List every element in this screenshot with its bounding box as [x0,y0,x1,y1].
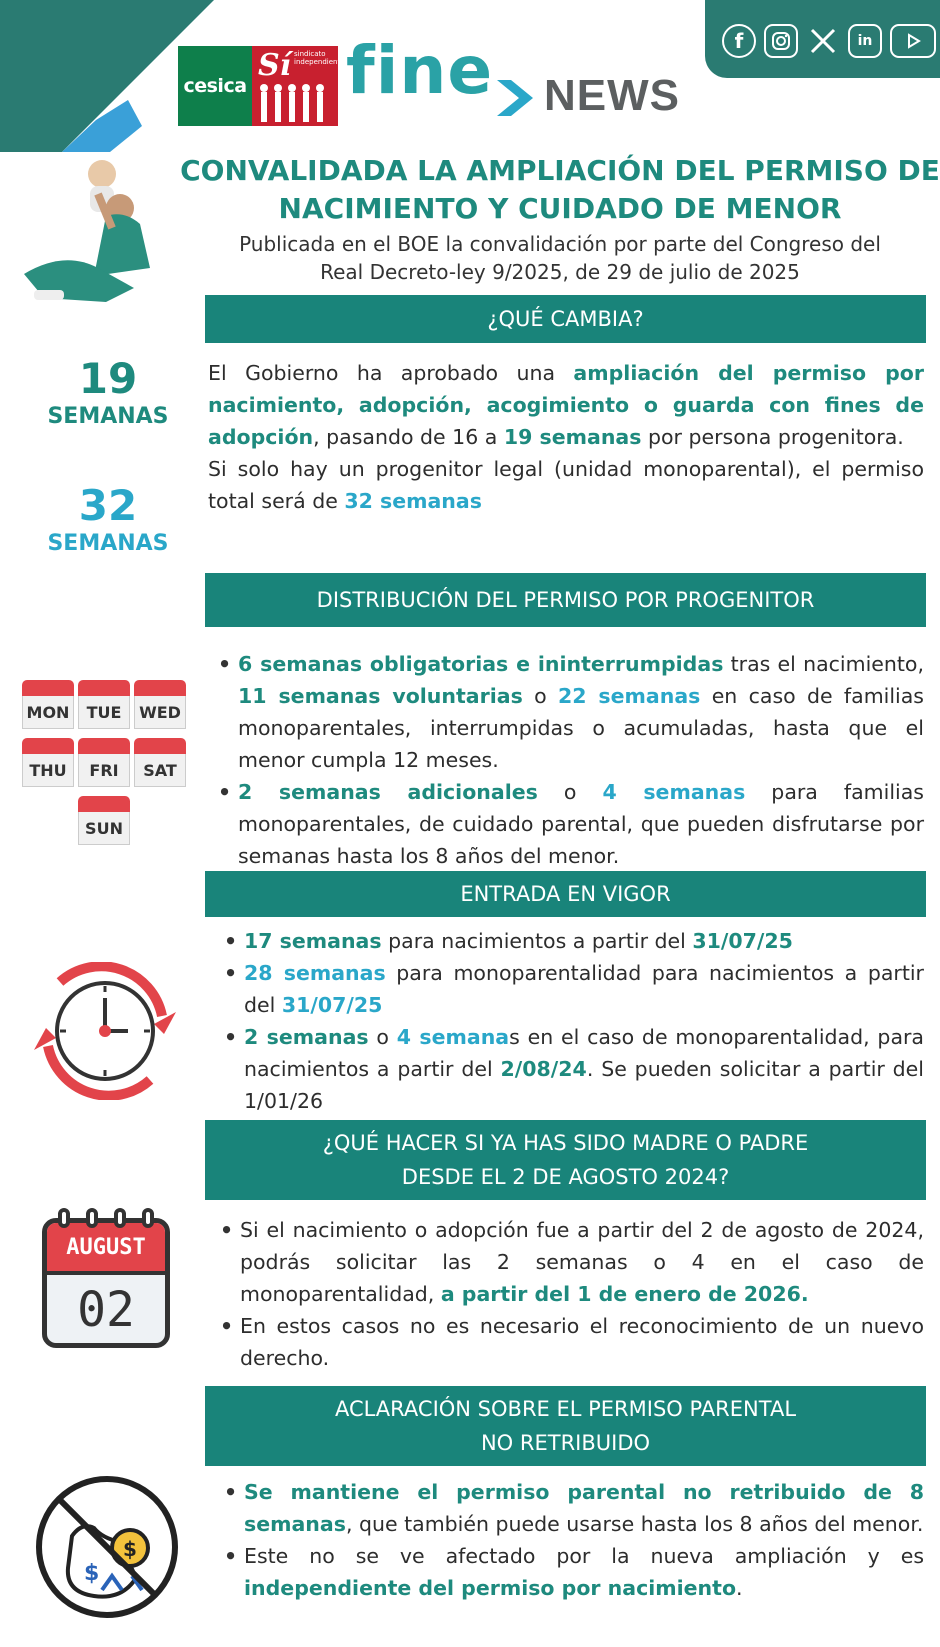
linkedin-icon[interactable]: in [848,24,882,58]
stat-32-number: 32 [78,481,138,530]
list-item: • 28 semanas para monoparentalidad para nacimientos a partir del 31/07/25 [244,957,924,1021]
x-icon[interactable] [806,24,840,58]
list-item: • 6 semanas obligatorias e ininterrumpidas tras el nacimiento, 11 semanas voluntarias o 22 semanas en caso de familias monoparentales, interrumpidas o acumuladas, hasta que el menor cumpla 12 meses. [238,648,924,776]
page-title: CONVALIDADA LA AMPLIACIÓN DEL PERMISO DE NACIMIENTO Y CUIDADO DE MENOR [180,154,940,225]
list-item: • Se mantiene el permiso parental no retribuido de 8 semanas, que también puede usarse hasta los 8 años del menor. [244,1476,924,1540]
list-item: • 2 semanas adicionales o 4 semanas para familias monoparentales, de cuidado parental, que pueden disfrutarse por semanas hasta los 8 años del menor. [238,776,924,872]
calendar-day-fri: FRI [78,738,130,786]
social-links-bar [705,0,940,78]
news-label: NEWS [544,71,680,120]
facebook-icon[interactable]: f [722,24,756,58]
que-hacer-list [214,1214,924,1374]
svg-text:$: $ [84,1561,100,1586]
august-02-calendar-icon: AUGUST 02 [42,1208,174,1352]
aclaracion-list [218,1476,924,1604]
calendar-day-mon: MON [22,680,74,728]
stat-19-number: 19 [78,354,138,403]
page-subtitle: Publicada en el BOE la convalidación por parte del Congreso del Real Decreto-ley 9/2025, de 29 de julio de 2025 [239,232,881,284]
clock-cycle-icon [30,962,180,1100]
si-logo: Sí sindicato independiente [252,46,338,126]
list-item: • En estos casos no es necesario el reconocimiento de un nuevo derecho. [240,1310,924,1374]
calendar-day-sat: SAT [134,738,186,786]
distribucion-list [212,648,924,872]
svg-text:$: $ [123,1537,137,1561]
list-item: • 2 semanas o 4 semanas en el caso de monoparentalidad, para nacimientos a partir del 2/08/24. Se pueden solicitar a partir del 1/01/26 [244,1021,924,1117]
calendar-day-thu: THU [22,738,74,786]
section-heading-entrada-en-vigor: ENTRADA EN VIGOR [205,871,926,917]
calendar-day-tue: TUE [78,680,130,728]
calendar-day-sun: SUN [78,796,130,844]
stat-32-label: SEMANAS [47,531,169,556]
entrada-en-vigor-list [218,925,924,1117]
cesica-logo: cesica [178,46,252,126]
que-cambia-paragraph-2: Si solo hay un progenitor legal (unidad monoparental), el permiso total será de 32 semanas [208,457,924,513]
arrow-icon [497,80,541,116]
youtube-icon[interactable] [890,24,936,58]
instagram-icon[interactable] [764,24,798,58]
calendar-day-wed: WED [134,680,186,728]
stat-19-label: SEMANAS [47,404,169,429]
no-money-icon [32,1472,182,1622]
que-cambia-body [208,357,924,517]
list-item: • Este no se ve afectado por la nueva ampliación y es independiente del permiso por nacimiento. [244,1540,924,1604]
section-heading-aclaracion: ACLARACIÓN SOBRE EL PERMISO PARENTAL NO RETRIBUIDO [205,1386,926,1466]
que-cambia-paragraph-1: El Gobierno ha aprobado una ampliación del permiso por nacimiento, adopción, acogimiento o guarda con fines de adopción, pasando de 16 a 19 semanas por persona progenitora. [208,361,924,449]
list-item: • Si el nacimiento o adopción fue a partir del 2 de agosto de 2024, podrás solicitar las 2 semanas o 4 en el caso de monoparentalidad, a partir del 1 de enero de 2026. [240,1214,924,1310]
week-calendar-icon [20,678,190,848]
section-heading-que-hacer: ¿QUÉ HACER SI YA HAS SIDO MADRE O PADRE DESDE EL 2 DE AGOSTO 2024? [205,1120,926,1200]
section-heading-distribucion: DISTRIBUCIÓN DEL PERMISO POR PROGENITOR [205,573,926,627]
section-heading-que-cambia: ¿QUÉ CAMBIA? [205,295,926,343]
fine-logo: fine [346,32,494,109]
list-item: • 17 semanas para nacimientos a partir del 31/07/25 [244,925,924,957]
father-baby-illustration [14,158,154,308]
